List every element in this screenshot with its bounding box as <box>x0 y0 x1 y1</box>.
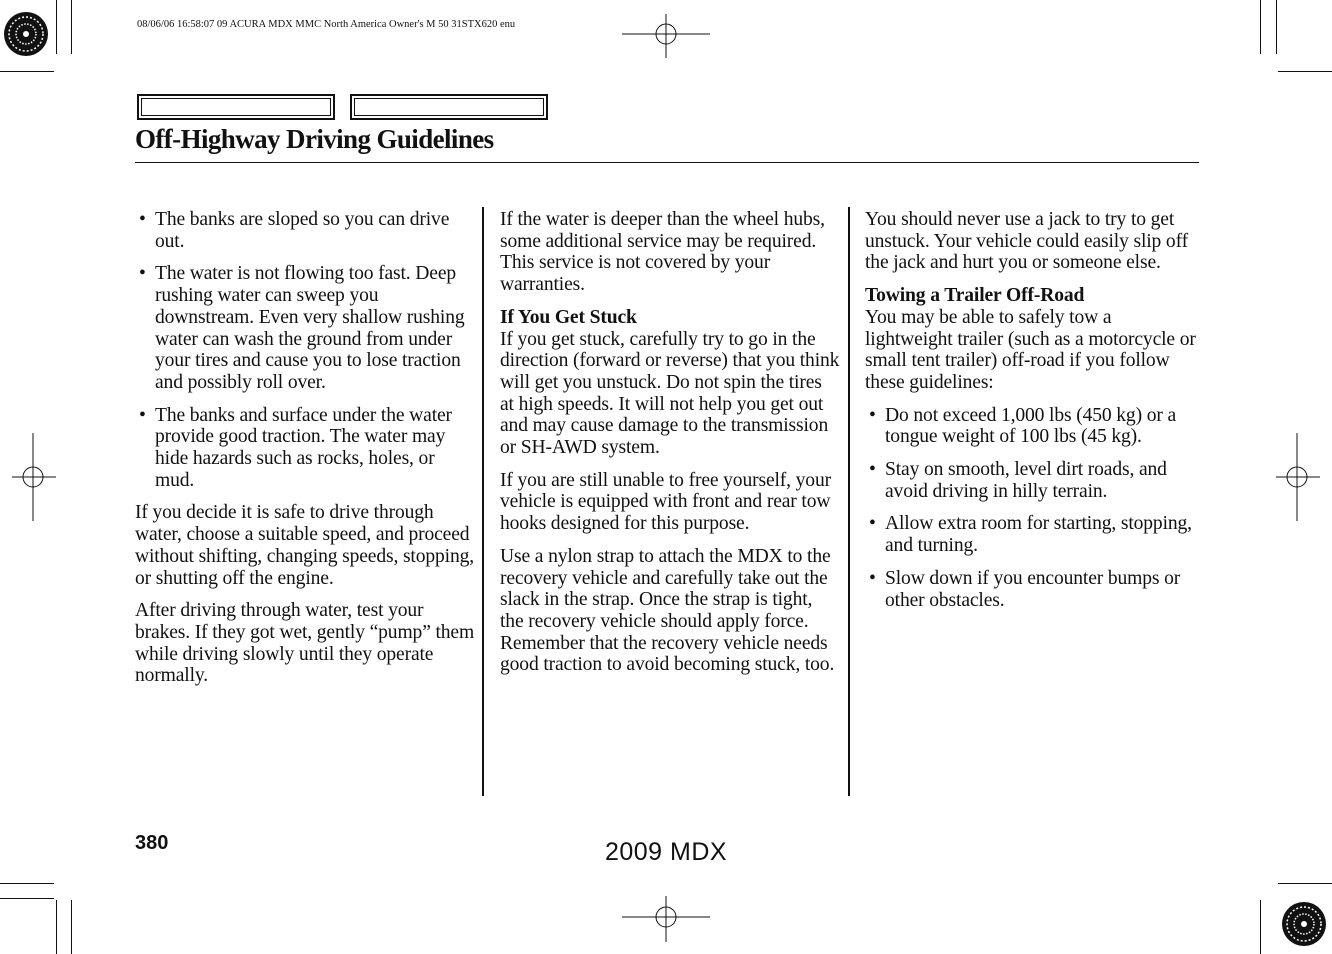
crosshair-mark-icon <box>12 433 56 521</box>
crop-mark <box>1278 883 1332 884</box>
crop-mark <box>1278 71 1332 72</box>
section-towing <box>865 285 1201 394</box>
paragraph: You should never use a jack to try to get unstuck. Your vehicle could easily slip off the jack and hurt you or someone else. <box>865 209 1188 274</box>
list-item: • Do not exceed 1,000 lbs (450 kg) or a tongue weight of 100 lbs (45 kg). <box>869 404 1177 448</box>
paragraph: If you are still unable to free yourself, your vehicle is equipped with front and rear tow hooks designed for this purpose. <box>500 469 831 535</box>
header-tab-box <box>350 94 548 120</box>
paragraph: If the water is deeper than the wheel hubs, some additional service may be required. This service is not covered by your warranties. <box>500 209 825 296</box>
column-middle <box>500 209 840 687</box>
list-item: • Allow extra room for starting, stopping, and turning. <box>869 513 1192 557</box>
towing-guidelines-list <box>865 405 1201 612</box>
bullet-icon: • <box>139 209 146 230</box>
list-item: • The banks and surface under the water provide good traction. The water may hide hazards such as rocks, holes, or mud. <box>139 404 452 491</box>
footer-model-label: 2009 MDX <box>604 838 728 866</box>
list-item: • The banks are sloped so you can drive out. <box>139 209 450 252</box>
crosshair-mark-icon <box>622 896 710 942</box>
bullet-icon: • <box>139 404 146 426</box>
column-right <box>865 209 1201 622</box>
crop-mark <box>71 0 72 54</box>
title-divider <box>135 162 1199 163</box>
list-item: • Slow down if you encounter bumps or other obstacles. <box>869 567 1181 611</box>
list-item: • The water is not flowing too fast. Deep rushing water can sweep you downstream. Even very shallow rushing water can wash the ground from under your tires and cause you to lose traction and possibly roll over. <box>139 263 465 393</box>
bullet-icon: • <box>869 404 876 426</box>
bullet-icon: • <box>869 459 876 481</box>
crop-mark <box>1260 900 1261 954</box>
page-title: Off-Highway Driving Guidelines <box>135 124 494 154</box>
crop-mark <box>1276 0 1277 54</box>
bullet-icon: • <box>139 263 146 285</box>
column-divider <box>848 207 850 796</box>
bullet-icon: • <box>869 567 876 589</box>
crosshair-mark-icon <box>1276 433 1320 521</box>
bullet-icon: • <box>869 513 876 535</box>
section-body: If you get stuck, carefully try to go in the direction (forward or reverse) that you think will get you unstuck. Do not spin the tires at high speeds. It will not help you get out and may cause damage to the transmission or SH-AWD system. <box>500 328 840 459</box>
crop-mark <box>71 900 72 954</box>
section-body: You may be able to safely tow a lightweight trailer (such as a motorcycle or small tent trailer) off-road if you follow these guidelines: <box>865 306 1196 393</box>
crop-mark <box>0 883 54 884</box>
crop-mark <box>0 71 54 72</box>
paragraph: If you decide it is safe to drive through water, choose a suitable speed, and proceed without shifting, changing speeds, stopping, or shutting off the engine. <box>135 502 474 589</box>
column-divider <box>482 207 484 796</box>
water-crossing-checklist <box>135 209 475 491</box>
crop-mark <box>56 0 57 54</box>
crosshair-mark-icon <box>622 14 710 58</box>
crop-mark <box>56 900 57 954</box>
section-heading: Towing a Trailer Off-Road <box>865 285 1085 307</box>
paragraph: Use a nylon strap to attach the MDX to the recovery vehicle and carefully take out the slack in the strap. Once the strap is tight, the recovery vehicle should apply force. Remember that the recovery vehicle needs good traction to avoid becoming stuck, too. <box>500 545 835 676</box>
page-number: 380 <box>135 832 169 854</box>
crop-mark <box>1260 0 1261 54</box>
print-job-header: 08/06/06 16:58:07 09 ACURA MDX MMC North America Owner's M 50 31STX620 enu <box>137 19 516 30</box>
registration-target-icon <box>0 8 52 60</box>
paragraph: After driving through water, test your brakes. If they got wet, gently “pump” them while driving slowly until they operate normally. <box>135 600 475 687</box>
crop-mark <box>0 898 54 899</box>
section-if-stuck <box>500 307 840 459</box>
header-tab-box <box>137 94 335 120</box>
column-left <box>135 209 475 698</box>
section-heading: If You Get Stuck <box>500 306 637 328</box>
list-item: • Stay on smooth, level dirt roads, and avoid driving in hilly terrain. <box>869 459 1167 502</box>
registration-target-icon <box>1278 898 1330 950</box>
